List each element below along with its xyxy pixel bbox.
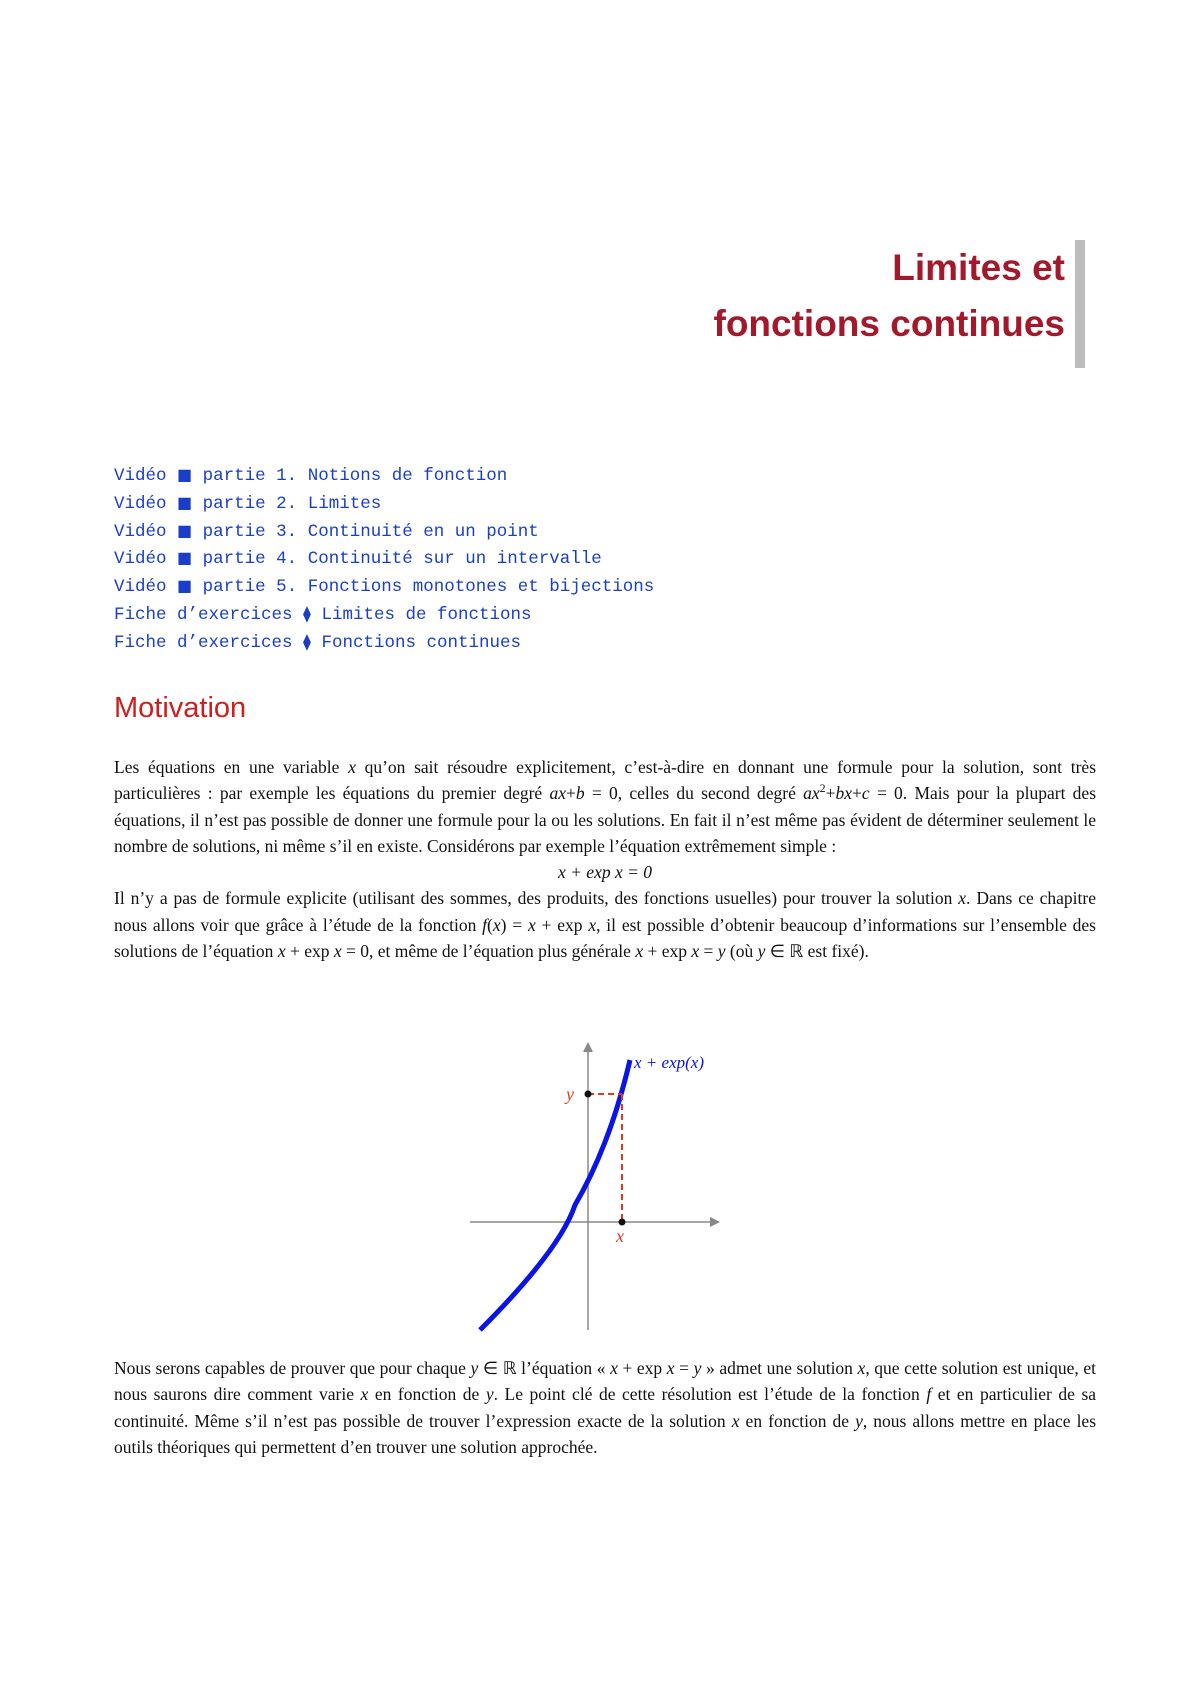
function-graph: [470, 1040, 730, 1340]
curve-x-plus-exp-x: [480, 1060, 630, 1330]
link-video-part-5[interactable]: Vidéo ■ partie 5. Fonctions monotones et bijections: [114, 576, 655, 598]
title-accent-bar: [1075, 240, 1085, 368]
diamond-icon: ⧫: [303, 631, 311, 651]
x-label: x: [616, 1226, 624, 1246]
point-y: [585, 1091, 592, 1098]
point-x: [619, 1219, 626, 1226]
square-icon: ■: [177, 548, 193, 568]
square-icon: ■: [177, 492, 193, 512]
square-icon: ■: [177, 465, 193, 484]
link-exercises-continuous[interactable]: Fiche d’exercices ⧫ Fonctions continues: [114, 631, 522, 653]
diamond-icon: ⧫: [303, 603, 311, 623]
link-video-part-3[interactable]: Vidéo ■ partie 3. Continuité en un point: [114, 520, 539, 542]
x-axis-arrow: [710, 1217, 720, 1227]
y-label: y: [566, 1084, 574, 1104]
paragraph-conclusion: Nous serons capables de prouver que pour chaque y ∈ ℝ l’équation « x + exp x = y » admet une solution x, que cette solution est unique, et nous saurons dire comment varie x en fonction de y. Le point clé de cette résolution est l’étude de la fonction f et en particulier de sa continuité. Même s’il n’est pas possible de trouver l’expression exacte de la solution x en fonction de y, nous allons mettre en place les outils théoriques qui permettent d’en trouver une solution approchée.: [114, 1358, 1097, 1457]
chapter-title-line2: fonctions continues: [713, 303, 1065, 344]
link-video-part-1[interactable]: Vidéo ■ partie 1. Notions de fonction: [114, 465, 508, 486]
paragraph-intro: Les équations en une variable x qu’on sait résoudre explicitement, c’est-à-dire en donnant une formule pour la solution, sont très particulières : par exemple les équations du premier degré ax+b = 0, celles du second degré $ax^2+bx+c = 0$. Mais pour la plupart des équations, il n’est pas possible de donner une formule pour la ou les solutions. En fait il n’est même pas évident de déterminer seulement le nombre de solutions, ni même s’il en existe. Considérons par exemple l’équation extrêmement simple : x + exp x = 0 Il n’y a pas de formule explicite (utilisant des sommes, des produits, des fonctions usuelles) pour trouver la solution x. Dans ce chapitre nous allons voir que grâce à l’étude de la fonction f(x) = x + exp x, il est possible d’obtenir beaucoup d’informations sur l’ensemble des solutions de l’équation x + exp x = 0, et même de l’équation plus générale x + exp x = y (où y ∈ ℝ est fixé).: [114, 757, 1097, 962]
equation-display: x + exp x = 0: [557, 862, 653, 883]
section-heading: Motivation: [114, 692, 247, 724]
resource-links: [114, 462, 654, 657]
chapter-title: [714, 240, 1066, 352]
y-axis-arrow: [583, 1042, 593, 1052]
square-icon: ■: [177, 576, 193, 596]
link-video-part-4[interactable]: Vidéo ■ partie 4. Continuité sur un intervalle: [114, 548, 602, 570]
link-exercises-limits[interactable]: Fiche d’exercices ⧫ Limites de fonctions: [114, 603, 532, 625]
square-icon: ■: [177, 520, 193, 540]
curve-label: x + exp(x): [634, 1053, 704, 1072]
link-video-part-2[interactable]: Vidéo ■ partie 2. Limites: [114, 492, 382, 514]
chapter-title-line1: Limites et: [892, 247, 1065, 288]
